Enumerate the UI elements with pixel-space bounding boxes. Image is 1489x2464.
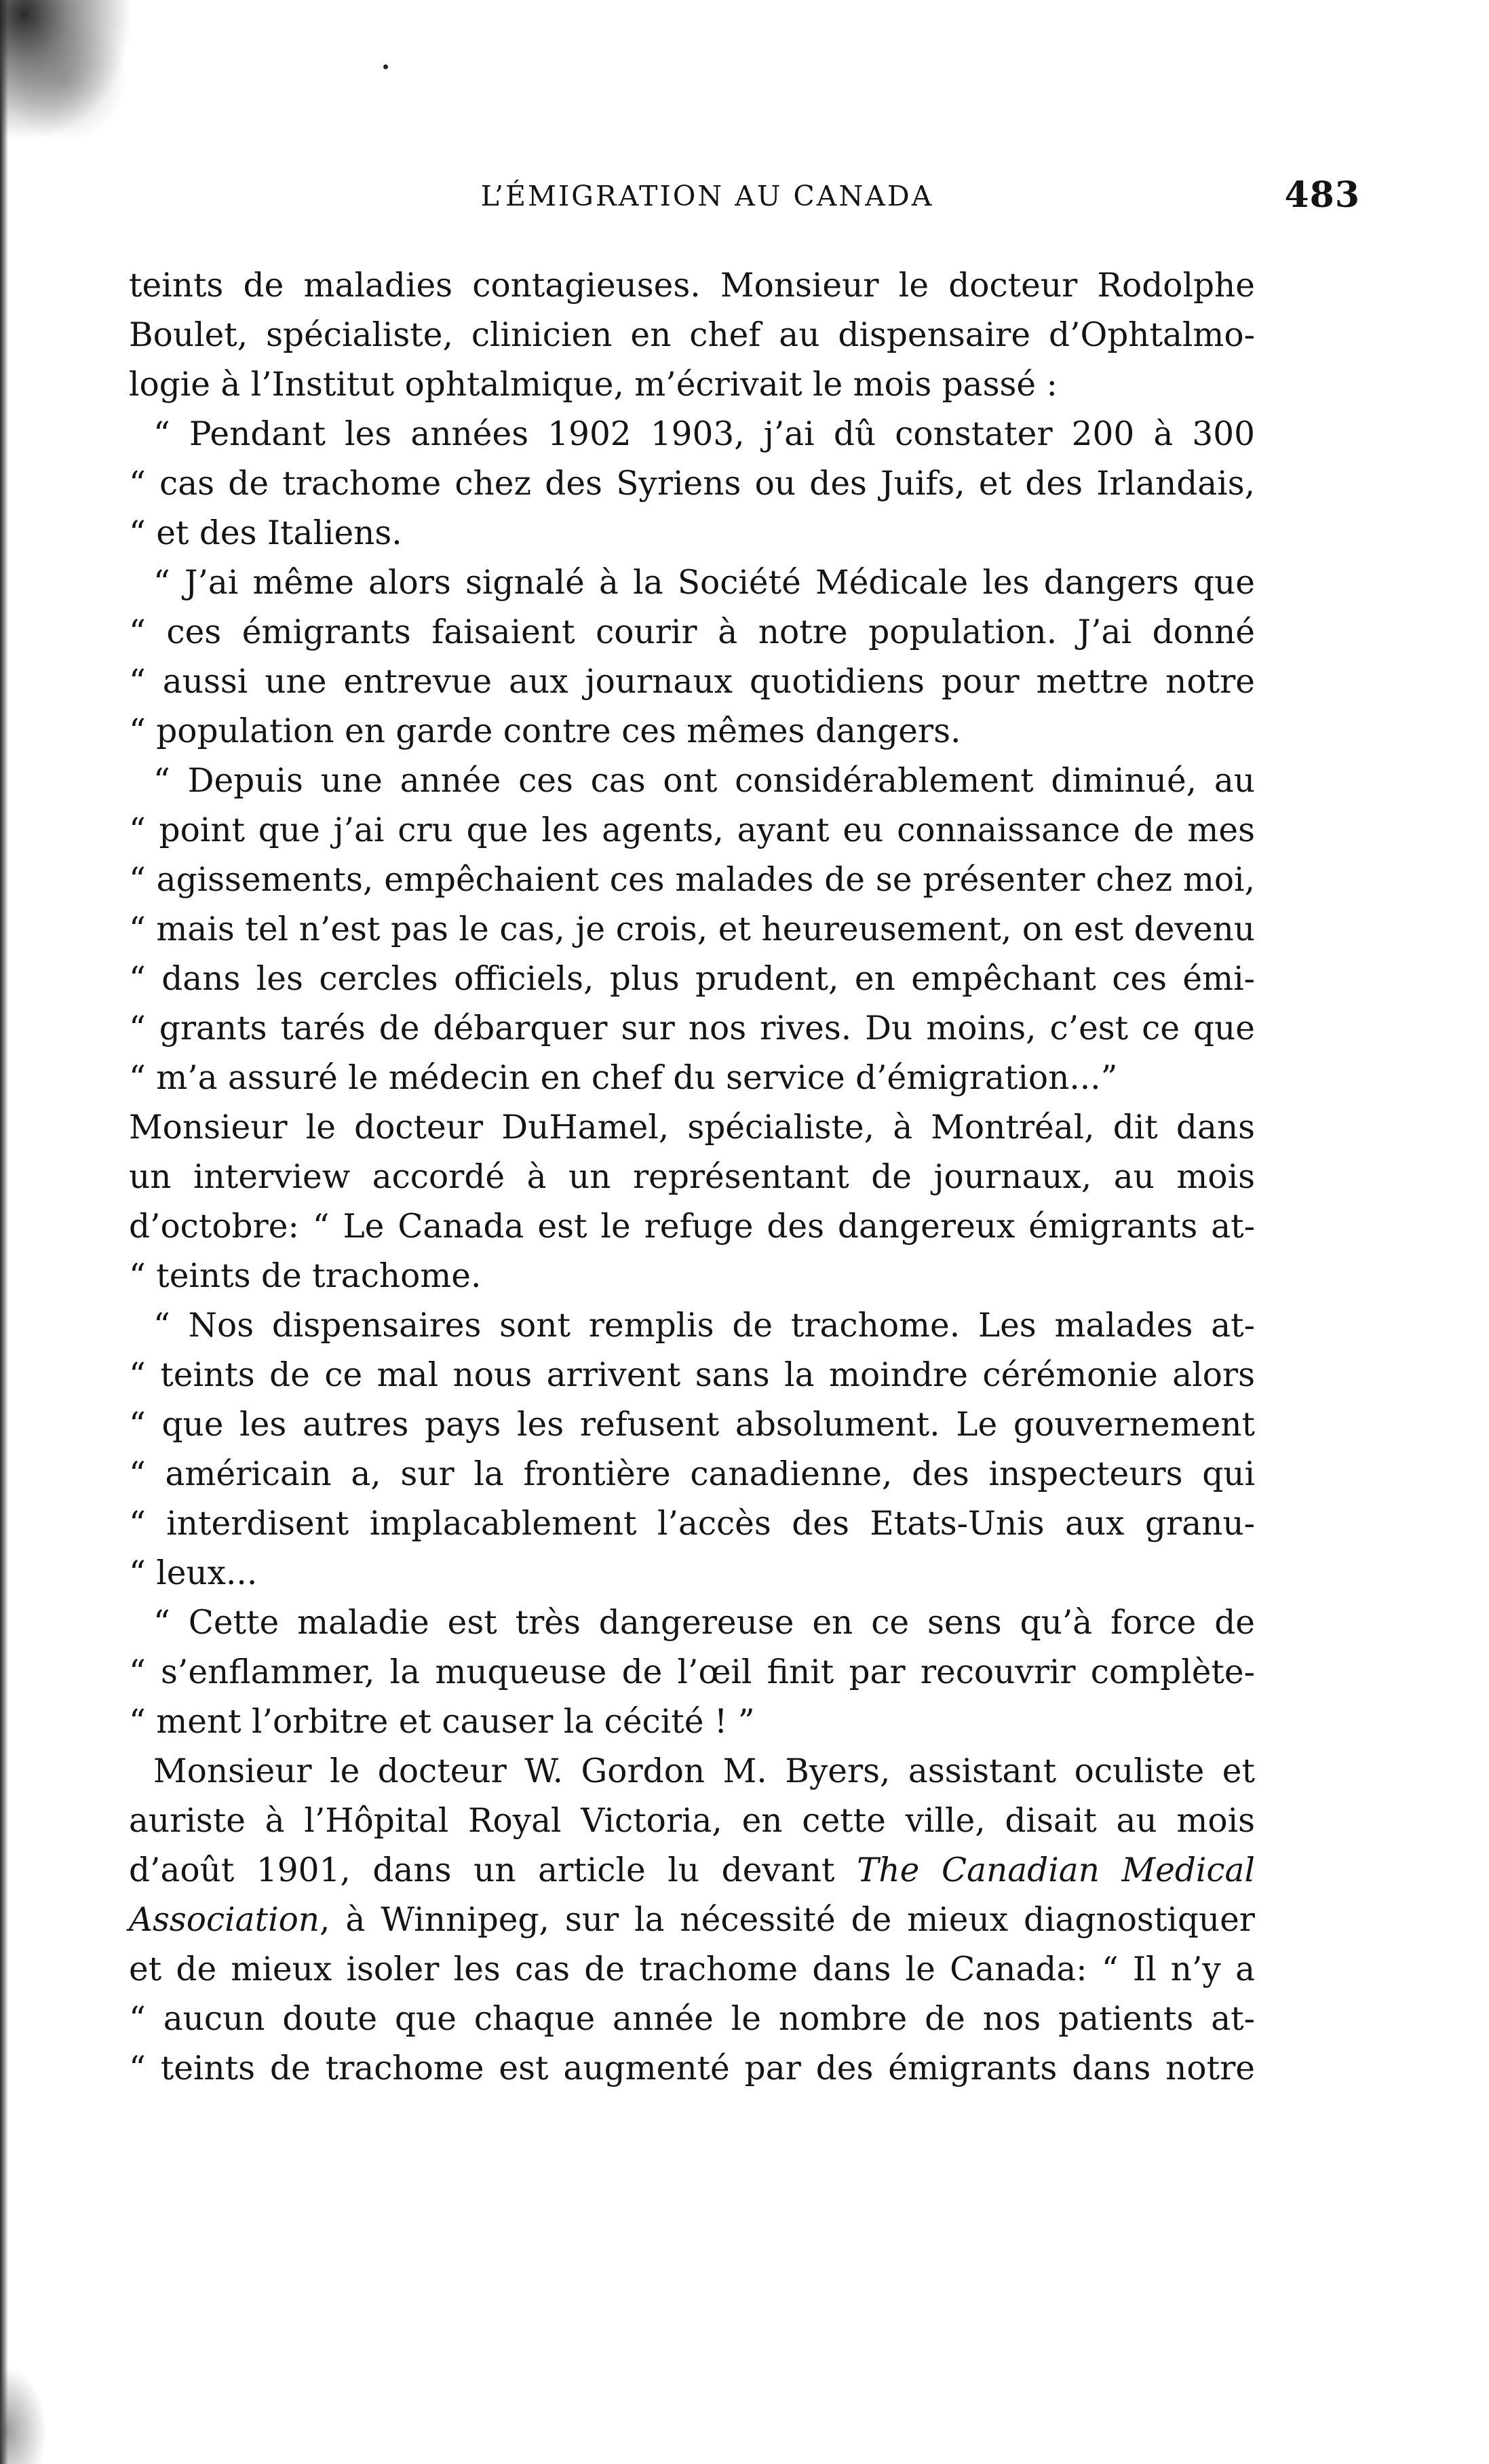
- text-line: d’août 1901, dans un article lu devant The Canadian Medical: [129, 1851, 1255, 1889]
- journal-title-italic: Association: [129, 1901, 320, 1939]
- text-line: “ Depuis une année ces cas ont considérablement diminué, au: [153, 762, 1255, 800]
- text-line: “ Cette maladie est très dangereuse en ce sens qu’à force de: [153, 1604, 1255, 1642]
- text-line: “ J’ai même alors signalé à la Société Médicale les dangers que: [153, 564, 1255, 602]
- text-line: “ teints de ce mal nous arrivent sans la moindre cérémonie alors: [129, 1356, 1255, 1394]
- text-line: logie à l’Institut ophtalmique, m’écrivait le mois passé :: [129, 366, 1058, 404]
- text-line: d’octobre: “ Le Canada est le refuge des dangereux émigrants at-: [129, 1208, 1255, 1246]
- text-line: Boulet, spécialiste, clinicien en chef au dispensaire d’Ophtalmo-: [129, 316, 1255, 354]
- text-line: “ aussi une entrevue aux journaux quotidiens pour mettre notre: [129, 663, 1255, 701]
- text-line: Monsieur le docteur DuHamel, spécialiste, à Montréal, dit dans: [129, 1109, 1255, 1147]
- text-line: “ teints de trachome est augmenté par des émigrants dans notre: [129, 2049, 1255, 2087]
- text-line: “ dans les cercles officiels, plus prudent, en empêchant ces émi-: [129, 960, 1255, 998]
- text-line: et de mieux isoler les cas de trachome dans le Canada: “ Il n’y a: [129, 1950, 1255, 1988]
- text-line: “ ces émigrants faisaient courir à notre population. J’ai donné: [129, 613, 1255, 651]
- body-text: [129, 261, 1255, 2094]
- page-header: [129, 174, 1360, 227]
- text-line: “ teints de trachome.: [129, 1257, 482, 1295]
- text-line: “ leux...: [129, 1554, 258, 1592]
- text-line: un interview accordé à un représentant de journaux, au mois: [129, 1158, 1255, 1196]
- page-number: 483: [1284, 174, 1360, 216]
- text-line: “ s’enflammer, la muqueuse de l’œil finit par recouvrir complète-: [129, 1653, 1255, 1691]
- text-line: teints de maladies contagieuses. Monsieur le docteur Rodolphe: [129, 267, 1255, 305]
- text-line: auriste à l’Hôpital Royal Victoria, en cette ville, disait au mois: [129, 1802, 1255, 1840]
- text-line: “ et des Italiens.: [129, 514, 402, 552]
- text-line: “ m’a assuré le médecin en chef du service d’émigration...”: [129, 1059, 1118, 1097]
- text-line: “ grants tarés de débarquer sur nos rives. Du moins, c’est ce que: [129, 1009, 1255, 1047]
- text-line: Association, à Winnipeg, sur la nécessité de mieux diagnostiquer: [129, 1901, 1255, 1939]
- text-line: “ mais tel n’est pas le cas, je crois, et heureusement, on est devenu: [129, 910, 1255, 948]
- text-line: “ agissements, empêchaient ces malades de se présenter chez moi,: [129, 861, 1255, 899]
- journal-title-italic: The Canadian Medical: [857, 1851, 1255, 1889]
- text-line: “ aucun doute que chaque année le nombre de nos patients at-: [129, 2000, 1255, 2038]
- scan-bottom-smudge: [0, 2355, 54, 2464]
- text-line: “ américain a, sur la frontière canadienne, des inspecteurs qui: [129, 1455, 1255, 1493]
- text-line: Monsieur le docteur W. Gordon M. Byers, assistant oculiste et: [153, 1752, 1255, 1790]
- scan-speck: [383, 64, 388, 69]
- text-line: “ point que j’ai cru que les agents, ayant eu connaissance de mes: [129, 811, 1255, 849]
- text-line: “ interdisent implacablement l’accès des Etats-Unis aux granu-: [129, 1505, 1255, 1543]
- text-line: “ Pendant les années 1902 1903, j’ai dû constater 200 à 300: [153, 415, 1255, 453]
- scan-corner-smudge: [0, 0, 163, 176]
- text-line: “ cas de trachome chez des Syriens ou des Juifs, et des Irlandais,: [129, 465, 1255, 503]
- text-line: “ Nos dispensaires sont remplis de trachome. Les malades at-: [153, 1307, 1255, 1345]
- text-line: “ population en garde contre ces mêmes dangers.: [129, 712, 961, 750]
- running-title: L’ÉMIGRATION AU CANADA: [480, 180, 934, 212]
- page-edge-shadow: [0, 0, 8, 2464]
- text-line: “ que les autres pays les refusent absolument. Le gouvernement: [129, 1406, 1255, 1444]
- text-line: “ ment l’orbitre et causer la cécité ! ”: [129, 1703, 755, 1741]
